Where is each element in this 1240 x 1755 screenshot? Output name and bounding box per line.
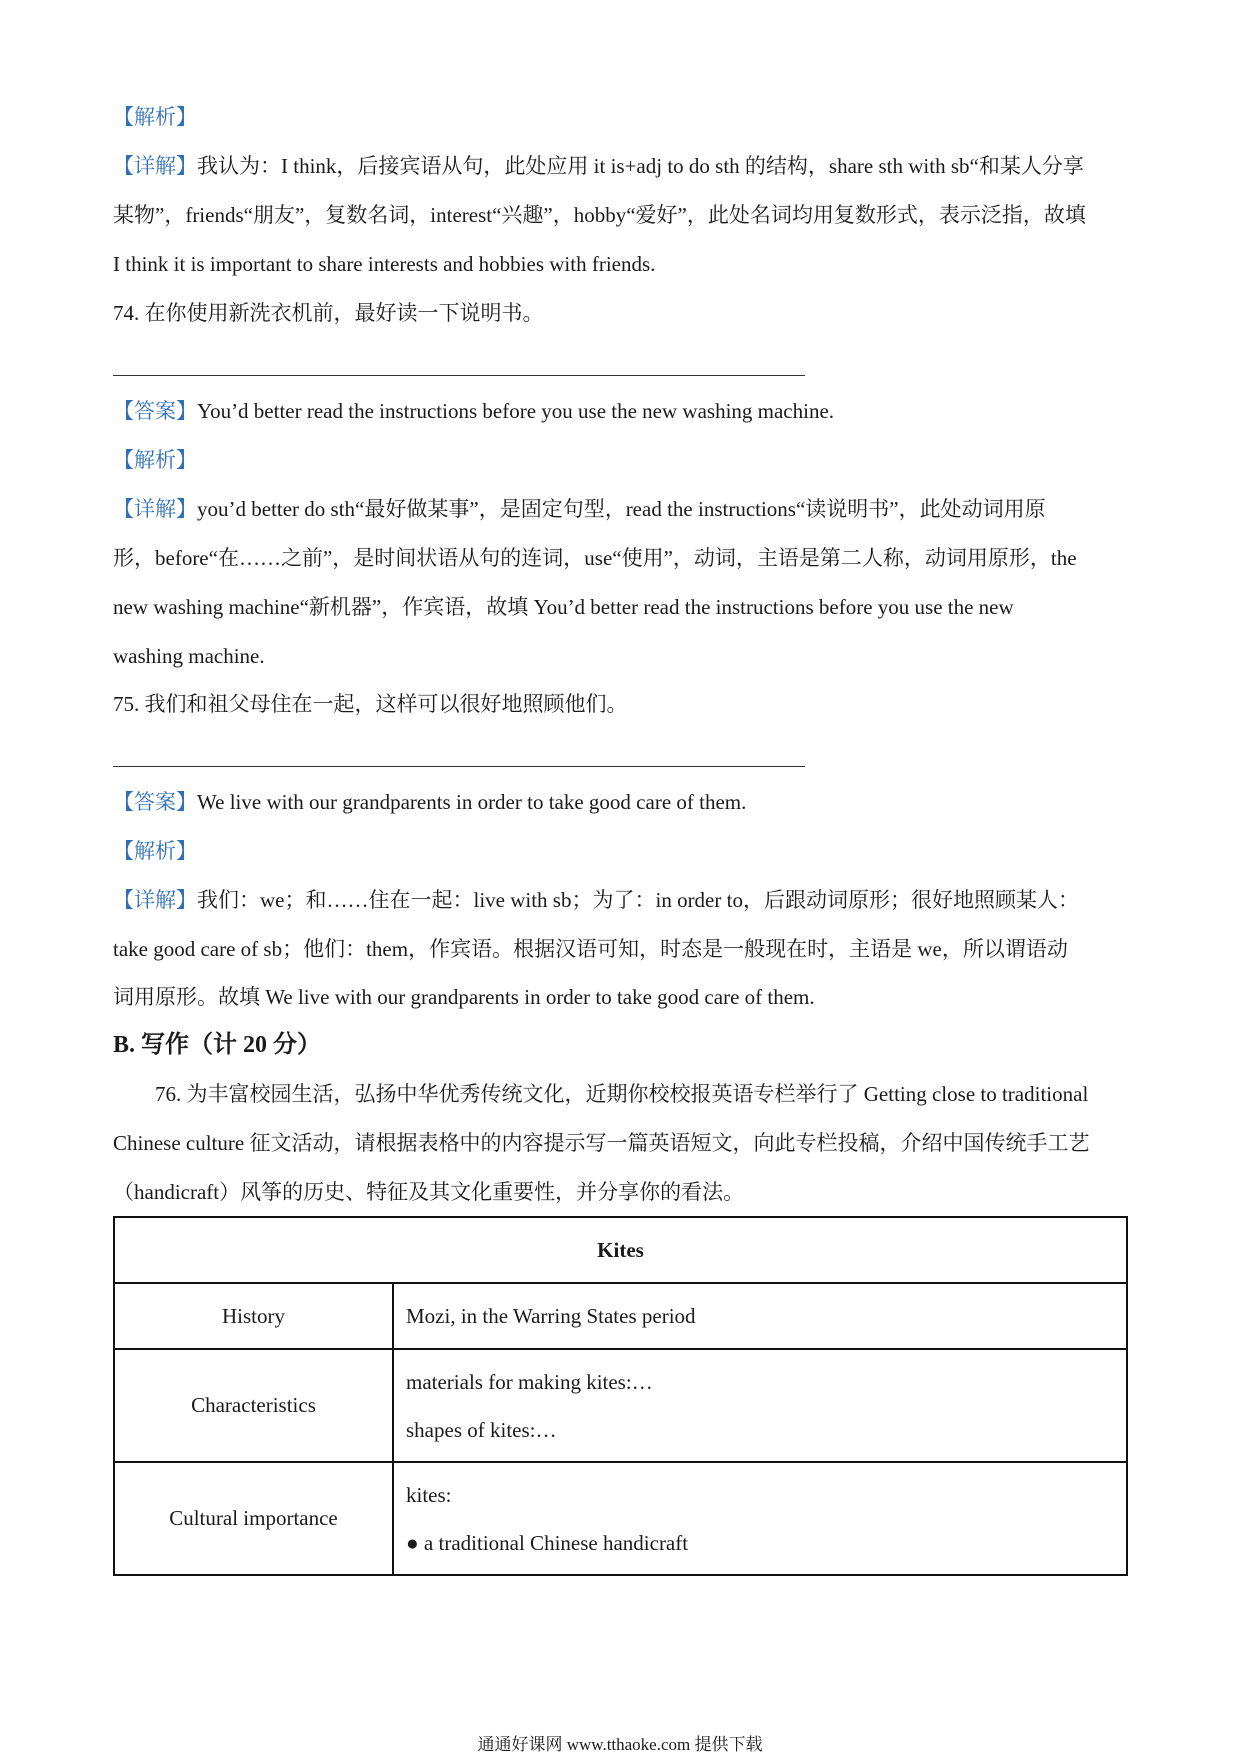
answer-label-75: 【答案】 bbox=[113, 790, 197, 814]
detail-label-73: 【详解】 bbox=[113, 154, 197, 178]
detail-line-73-3: I think it is important to share interests and hobbies with friends. bbox=[113, 252, 656, 276]
writing-heading: B. 写作（计 20 分） bbox=[113, 1032, 322, 1058]
detail-line-75-1 bbox=[113, 885, 1133, 915]
row-label-cultural-importance: Cultural importance bbox=[114, 1462, 393, 1575]
detail-line-74-4: washing machine. bbox=[113, 644, 265, 668]
analysis-label-74: 【解析】 bbox=[113, 448, 197, 472]
handicraft-bullet-text: ● a traditional Chinese handicraft bbox=[406, 1530, 689, 1555]
row-label-history: History bbox=[114, 1283, 393, 1349]
answer-blank-75 bbox=[113, 766, 805, 767]
kites-label-text: kites: bbox=[406, 1482, 452, 1507]
question-75: 75. 我们和祖父母住在一起，这样可以很好地照顾他们。 bbox=[113, 692, 628, 716]
detail-label-74: 【详解】 bbox=[113, 497, 197, 521]
detail-line-74-1 bbox=[113, 494, 1133, 524]
table-title-row bbox=[114, 1217, 1127, 1283]
answer-line-75 bbox=[113, 787, 1133, 817]
row-label-characteristics: Characteristics bbox=[114, 1349, 393, 1462]
detail-line-74-3: new washing machine“新机器”，作宾语，故填 You’d better read the instructions before you use the new bbox=[113, 595, 1014, 619]
analysis-label-73: 【解析】 bbox=[113, 105, 197, 129]
history-text: Mozi, in the Warring States period bbox=[406, 1304, 696, 1328]
answer-text-74: You’d better read the instructions before you use the new washing machine. bbox=[197, 399, 835, 423]
detail-text-73-1: 我认为：I think，后接宾语从句，此处应用 it is+adj to do sth 的结构，share sth with sb“和某人分享 bbox=[197, 154, 1084, 178]
writing-prompt-line-1: 76. 为丰富校园生活，弘扬中华优秀传统文化，近期你校校报英语专栏举行了 Getting close to traditional bbox=[155, 1082, 1089, 1106]
row-content-characteristics bbox=[393, 1349, 1127, 1462]
detail-label-75: 【详解】 bbox=[113, 888, 197, 912]
table-title: Kites bbox=[114, 1217, 1127, 1283]
materials-text: materials for making kites:… bbox=[406, 1369, 653, 1394]
detail-text-74-1: you’d better do sth“最好做某事”，是固定句型，read the instructions“读说明书”，此处动词用原 bbox=[197, 497, 1046, 521]
detail-line-75-2: take good care of sb；他们：them，作宾语。根据汉语可知，时态是一般现在时，主语是 we，所以谓语动 bbox=[113, 937, 1068, 961]
writing-prompt-line-2: Chinese culture 征文活动，请根据表格中的内容提示写一篇英语短文，向此专栏投稿，介绍中国传统手工艺 bbox=[113, 1131, 1090, 1155]
answer-label-74: 【答案】 bbox=[113, 399, 197, 423]
analysis-label-75: 【解析】 bbox=[113, 839, 197, 863]
answer-text-75: We live with our grandparents in order to take good care of them. bbox=[197, 790, 747, 814]
row-content-history bbox=[393, 1283, 1127, 1349]
detail-text-75-1: 我们：we；和……住在一起：live with sb；为了：in order to，后跟动词原形；很好地照顾某人： bbox=[197, 888, 1079, 912]
detail-line-73-2: 某物”，friends“朋友”，复数名词，interest“兴趣”，hobby“爱好”，此处名词均用复数形式，表示泛指，故填 bbox=[113, 203, 1086, 227]
table-row bbox=[114, 1349, 1127, 1462]
page-footer: 通通好课网 www.tthaoke.com 提供下载 bbox=[477, 1735, 763, 1754]
answer-line-74 bbox=[113, 396, 1133, 426]
detail-line-74-2: 形，before“在……之前”，是时间状语从句的连词，use“使用”，动词，主语是第二人称，动词用原形，the bbox=[113, 546, 1077, 570]
table-row bbox=[114, 1283, 1127, 1349]
kites-table bbox=[113, 1216, 1128, 1576]
writing-prompt-line-3: （handicraft）风筝的历史、特征及其文化重要性，并分享你的看法。 bbox=[113, 1180, 745, 1204]
detail-line-75-3: 词用原形。故填 We live with our grandparents in order to take good care of them. bbox=[113, 985, 815, 1009]
shapes-text: shapes of kites:… bbox=[406, 1417, 557, 1442]
answer-blank-74 bbox=[113, 375, 805, 376]
detail-line-73-1 bbox=[113, 151, 1133, 181]
question-74: 74. 在你使用新洗衣机前，最好读一下说明书。 bbox=[113, 301, 544, 325]
row-content-cultural-importance bbox=[393, 1462, 1127, 1575]
table-row bbox=[114, 1462, 1127, 1575]
